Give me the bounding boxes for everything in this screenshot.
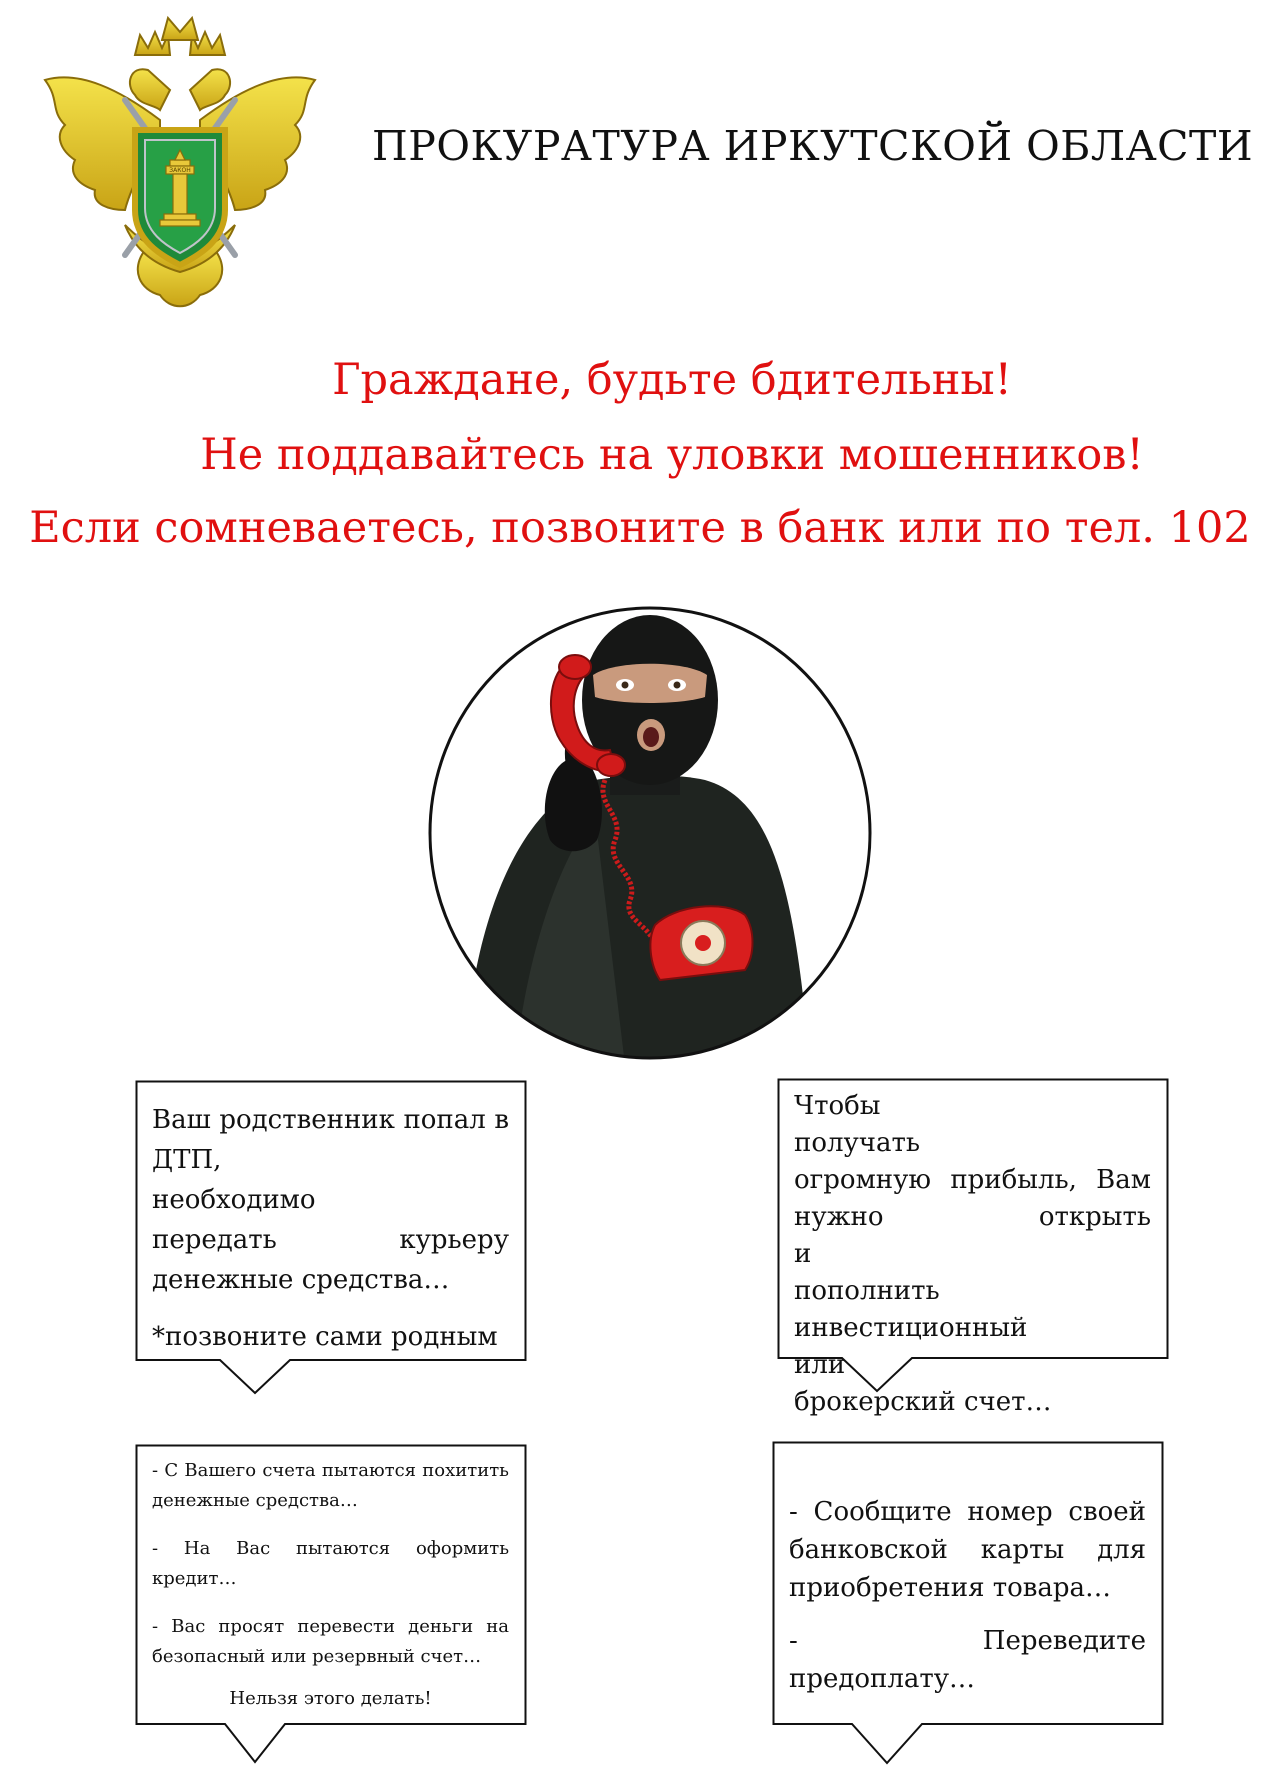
bubble-line: Чтобы получать <box>794 1091 921 1158</box>
speech-bubble-relative-accident <box>135 1080 527 1395</box>
bubble-item: - С Вашего счета пытаются похитить денежные средства… <box>152 1460 509 1511</box>
bubble-line: ДТП, необходимо <box>152 1145 316 1215</box>
bubble-item: - На Вас пытаются оформить кредит… <box>152 1538 509 1589</box>
alert-line-1: Граждане, будьте бдительны! <box>332 355 1012 405</box>
bubble-line: брокерский счет… <box>794 1387 1052 1417</box>
bubble-note: *позвоните сами родным <box>152 1322 498 1352</box>
speech-bubble-bank-fraud <box>135 1444 527 1784</box>
bubble-line: денежные средства… <box>152 1265 450 1295</box>
bubble-warning: Нельзя этого делать! <box>229 1688 432 1709</box>
bubble-item: - Вас просят перевести деньги на безопасный или резервный счет… <box>152 1616 509 1667</box>
bubble-item: - Переведите предоплату… <box>789 1626 1146 1694</box>
bubble-line: нужно открыть и <box>794 1202 1151 1269</box>
svg-text:ЗАКОН: ЗАКОН <box>169 167 191 174</box>
alert-line-3: Если сомневаетесь, позвоните в банк или по тел. 102 <box>29 503 1251 553</box>
organization-title: ПРОКУРАТУРА ИРКУТСКОЙ ОБЛАСТИ <box>372 122 1254 170</box>
speech-bubble-card-number <box>772 1441 1164 1786</box>
bubble-item: - Сообщите номер своей банковской карты для приобретения товара… <box>789 1497 1146 1603</box>
bubble-line: инвестиционный или <box>794 1313 1028 1380</box>
bubble-line: передать курьеру <box>152 1225 509 1255</box>
bubble-line: пополнить <box>794 1276 940 1306</box>
prosecutor-office-emblem-icon <box>30 10 330 320</box>
bubble-line: огромную прибыль, Вам <box>794 1165 1151 1195</box>
alert-line-2: Не поддавайтесь на уловки мошенников! <box>200 430 1144 480</box>
masked-man-on-phone-icon <box>425 605 875 1065</box>
speech-bubble-investment <box>777 1078 1169 1417</box>
bubble-line: Ваш родственник попал в <box>152 1105 509 1135</box>
